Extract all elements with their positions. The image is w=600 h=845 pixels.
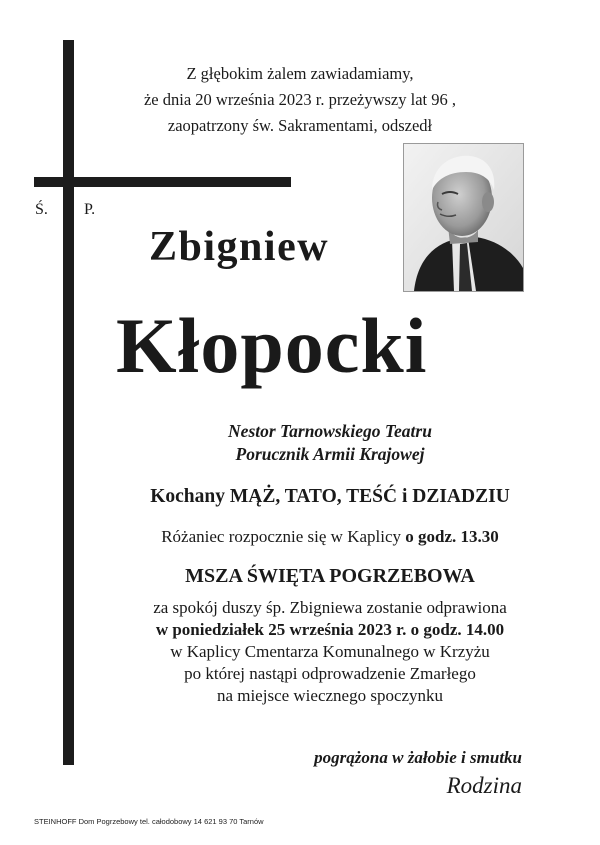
first-name: Zbigniew xyxy=(149,224,330,270)
intro-line: zaopatrzony św. Sakramentami, odszedł xyxy=(167,116,433,135)
sp-mark-s: Ś. xyxy=(35,201,48,218)
role-line: Nestor Tarnowskiego Teatru xyxy=(228,421,432,441)
family-signature: Rodzina xyxy=(446,773,522,798)
sp-mark-p: P. xyxy=(84,201,96,218)
funeral-home-footer: STEINHOFF Dom Pogrzebowy tel. całodobowy 14 621 93 70 Tarnów xyxy=(34,817,264,826)
mourning-line: pogrążona w żałobie i smutku xyxy=(314,748,522,767)
mass-line: za spokój duszy śp. Zbigniewa zostanie odprawiona xyxy=(153,598,507,617)
mass-line: po której nastąpi odprowadzenie Zmarłego xyxy=(184,664,476,683)
rosary-info xyxy=(95,527,565,547)
rosary-text: Różaniec rozpocznie się w Kaplicy xyxy=(161,527,406,546)
cross-vertical-bar xyxy=(63,40,74,765)
rosary-time: o godz. 13.30 xyxy=(405,527,499,546)
intro-line: Z głębokim żalem zawiadamiamy, xyxy=(186,64,414,83)
mass-line: na miejsce wiecznego spoczynku xyxy=(216,686,444,705)
mass-title: MSZA ŚWIĘTA POGRZEBOWA xyxy=(185,565,475,587)
mass-line: w Kaplicy Cmentarza Komunalnego w Krzyżu xyxy=(170,642,490,661)
intro-line: że dnia 20 września 2023 r. przeżywszy lat 96 , xyxy=(143,90,457,109)
intro-text xyxy=(110,61,490,139)
mass-date: w poniedziałek 25 września 2023 r. o godz. 14.00 xyxy=(155,620,505,639)
role-line: Porucznik Armii Krajowej xyxy=(235,444,425,464)
portrait-illustration xyxy=(404,144,523,291)
mass-details xyxy=(95,597,565,707)
portrait-photo xyxy=(403,143,524,292)
family-relations: Kochany MĄŻ, TATO, TEŚĆ i DZIADZIU xyxy=(150,486,510,507)
cross-horizontal-bar xyxy=(34,177,291,187)
surname: Kłopocki xyxy=(116,302,428,389)
